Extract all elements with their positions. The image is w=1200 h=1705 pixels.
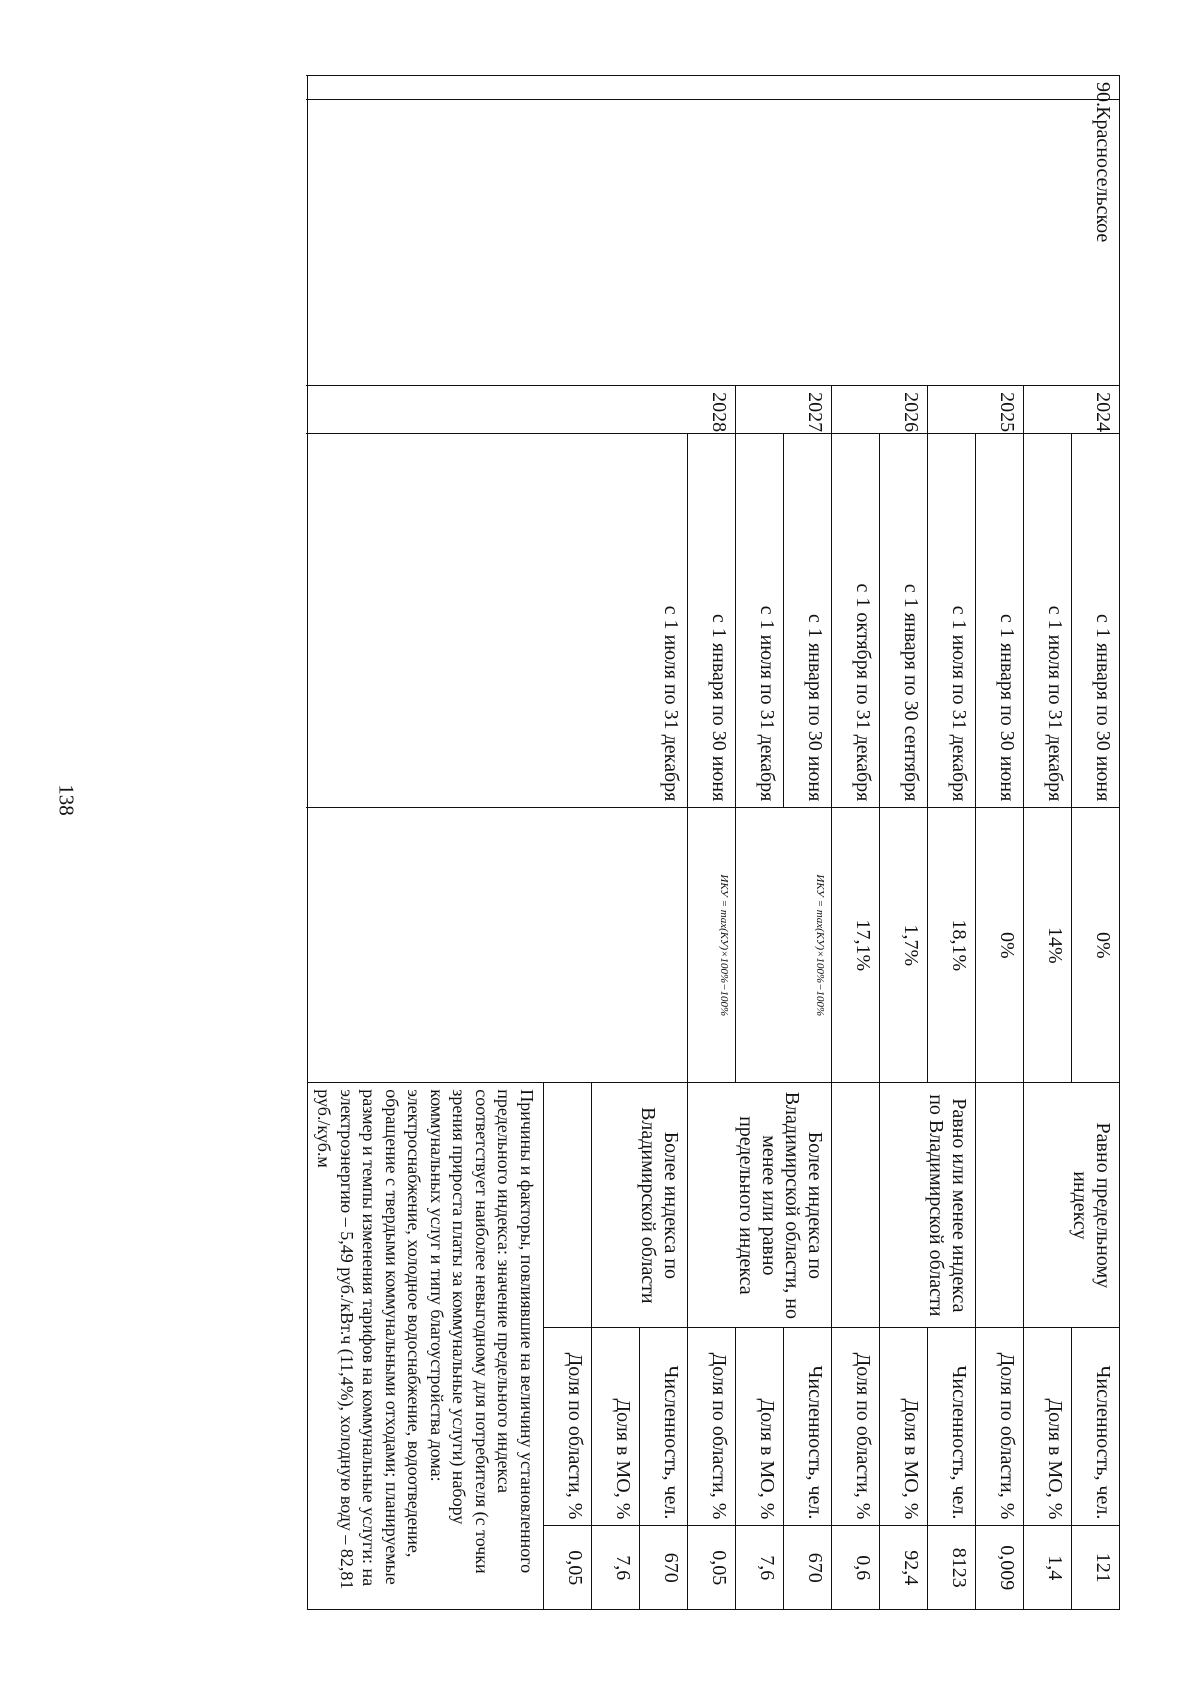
formula-cell: ИКУ = max(КУ)×100%−100%	[688, 808, 736, 1083]
category-spacer	[544, 1083, 592, 1328]
period-cell: с 1 января по 30 июня	[688, 434, 736, 808]
year-cell: 2024	[1024, 386, 1120, 434]
category-label: Равно или менее индекса по Владимирской области	[880, 1083, 976, 1328]
measure-cell: Доля по области, %	[976, 1328, 1024, 1526]
metric-value-cell: 7,6	[736, 1526, 784, 1610]
year-cell: 2027	[736, 386, 832, 434]
measure-cell: Численность, чел.	[928, 1328, 976, 1526]
index-value-cell: 0%	[976, 808, 1024, 1083]
metric-value-cell: 0,009	[976, 1526, 1024, 1610]
page-number: 138	[54, 784, 79, 816]
index-value-cell: 17,1%	[832, 808, 880, 1083]
category-spacer	[976, 1083, 1024, 1328]
measure-cell: Численность, чел.	[784, 1328, 832, 1526]
index-value-cell: 0%	[1072, 808, 1120, 1083]
reasons-note: Причины и факторы, повлиявшие на величину установленного предельного индекса: значение предельного индекса соответствует наиболее невыгодному для потребителя (с точки зрения прироста платы за коммунальные услуги) набору коммунальных услуг и типу благоустройства дома: электроснабжение, холодное водоснабжение, водоотведение, обращение с твердыми коммунальными отходами; планируемые размер и темпы изменения тарифов на коммунальные услуги: на электроэнергию – 5,49 руб./кВт.ч (11,4%), холодную воду – 82,81 руб./куб.м	[308, 1083, 544, 1610]
metric-value-cell: 8123	[928, 1526, 976, 1610]
metric-value-cell: 7,6	[592, 1526, 640, 1610]
metric-value-cell: 670	[640, 1526, 688, 1610]
period-cell: с 1 июля по 31 декабря	[928, 434, 976, 808]
metric-value-cell: 0,6	[832, 1526, 880, 1610]
category-label: Более индекса по Владимирской области, но менее или равно предельного индекса	[688, 1083, 832, 1328]
period-cell: с 1 января по 30 июня	[784, 434, 832, 808]
category-spacer	[832, 1083, 880, 1328]
period-cell: с 1 июля по 31 декабря	[1024, 434, 1072, 808]
metric-value-cell: 92,4	[880, 1526, 928, 1610]
formula-cell: ИКУ = max(КУ)×100%−100%	[736, 808, 832, 1083]
measure-cell: Доля в МО, %	[880, 1328, 928, 1526]
metric-value-cell: 121	[1072, 1526, 1120, 1610]
metric-value-cell: 0,05	[688, 1526, 736, 1610]
period-cell: с 1 января по 30 июня	[976, 434, 1024, 808]
measure-cell: Доля в МО, %	[1024, 1328, 1072, 1526]
rotated-table-container	[180, 75, 1120, 1610]
period-cell: с 1 января по 30 июня	[1072, 434, 1120, 808]
table-row	[1072, 76, 1120, 1610]
category-label: Равно предельному индексу	[1024, 1083, 1120, 1328]
year-cell: 2026	[832, 386, 928, 434]
year-cell: 2028	[308, 386, 736, 434]
metric-value-cell: 670	[784, 1526, 832, 1610]
measure-cell: Доля по области, %	[544, 1328, 592, 1526]
measure-cell: Доля в МО, %	[592, 1328, 640, 1526]
index-value-cell: 14%	[1024, 808, 1072, 1083]
measure-cell: Численность, чел.	[1072, 1328, 1120, 1526]
index-value-empty	[308, 808, 688, 1083]
entry-index: 90.	[308, 76, 1120, 100]
period-cell: с 1 января по 30 сентября	[880, 434, 928, 808]
utility-index-table	[307, 75, 1120, 1610]
measure-cell: Доля по области, %	[688, 1328, 736, 1526]
year-cell: 2025	[928, 386, 1024, 434]
measure-cell: Доля в МО, %	[736, 1328, 784, 1526]
municipality-name: Красносельское	[308, 100, 1120, 386]
category-label: Более индекса по Владимирской области	[592, 1083, 688, 1328]
index-value-cell: 18,1%	[928, 808, 976, 1083]
measure-cell: Доля по области, %	[832, 1328, 880, 1526]
measure-cell: Численность, чел.	[640, 1328, 688, 1526]
metric-value-cell: 1,4	[1024, 1526, 1072, 1610]
metric-value-cell: 0,05	[544, 1526, 592, 1610]
period-cell: с 1 октября по 31 декабря	[832, 434, 880, 808]
period-cell: с 1 июля по 31 декабря	[736, 434, 784, 808]
period-cell: с 1 июля по 31 декабря	[308, 434, 688, 808]
index-value-cell: 1,7%	[880, 808, 928, 1083]
